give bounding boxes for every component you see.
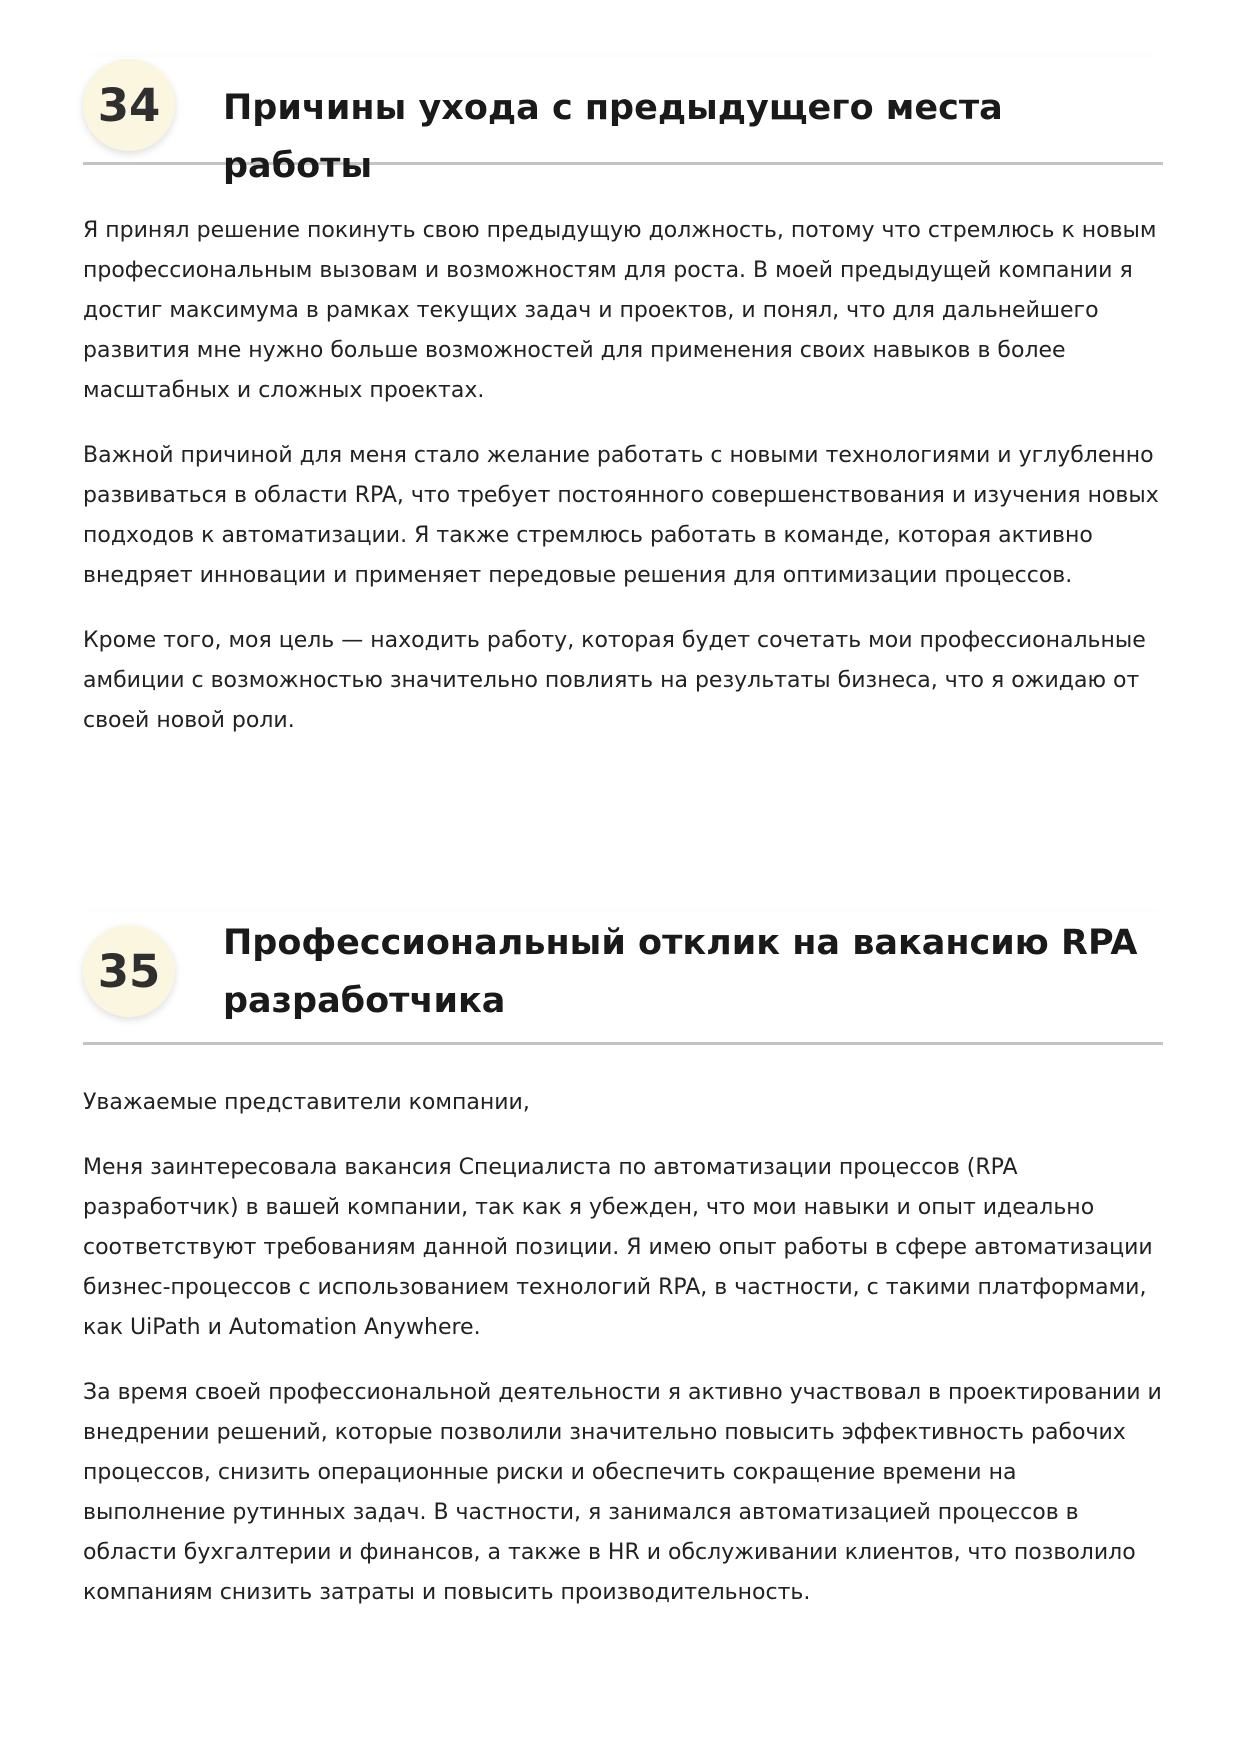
- paragraph: Меня заинтересовала вакансия Специалиста по автоматизации процессов (RPA разработчик) в вашей компании, так как я убежден, что мои навыки и опыт идеально соответствуют требованиям данной позиции. Я имею опыт работы в сфере автоматизации бизнес-процессов с использованием технологий RPA, в частности, с такими платформами, как UiPath и Automation Anywhere.: [83, 1155, 1153, 1340]
- section-title: Профессиональный отклик на вакансию RPA разработчика: [223, 923, 1138, 1021]
- section-body: [83, 1083, 1163, 1613]
- paragraph: Кроме того, моя цель — находить работу, которая будет сочетать мои профессиональные амбиции с возможностью значительно повлиять на результаты бизнеса, что я ожидаю от своей новой роли.: [83, 628, 1146, 733]
- section-34: [83, 57, 1163, 766]
- section-title: Причины ухода с предыдущего места работы: [223, 88, 1003, 186]
- section-header: [83, 57, 1163, 186]
- section-body: [83, 211, 1163, 741]
- paragraph: Я принял решение покинуть свою предыдущую должность, потому что стремлюсь к новым профессиональным вызовам и возможностям для роста. В моей предыдущей компании я достиг максимума в рамках текущих задач и проектов, и понял, что для дальнейшего развития мне нужно больше возможностей для применения своих навыков в более масштабных и сложных проектах.: [83, 218, 1157, 403]
- paragraph: За время своей профессиональной деятельности я активно участвовал в проектировании и внедрении решений, которые позволили значительно повысить эффективность рабочих процессов, снизить операционные риски и обеспечить сокращение времени на выполнение рутинных задач. В частности, я занимался автоматизацией процессов в области бухгалтерии и финансов, а также в HR и обслуживании клиентов, что позволило компаниям снизить затраты и повысить производительность.: [83, 1380, 1162, 1605]
- section-35: [83, 912, 1163, 1638]
- paragraph: Важной причиной для меня стало желание работать с новыми технологиями и углубленно развиваться в области RPA, что требует постоянного совершенствования и изучения новых подходов к автоматизации. Я также стремлюсь работать в команде, которая активно внедряет инновации и применяет передовые решения для оптимизации процессов.: [83, 443, 1159, 588]
- salutation: Уважаемые представители компании,: [83, 1090, 530, 1115]
- section-header: [83, 912, 1163, 1045]
- section-number-badge: 35: [83, 925, 175, 1017]
- section-number-badge: 34: [83, 59, 175, 151]
